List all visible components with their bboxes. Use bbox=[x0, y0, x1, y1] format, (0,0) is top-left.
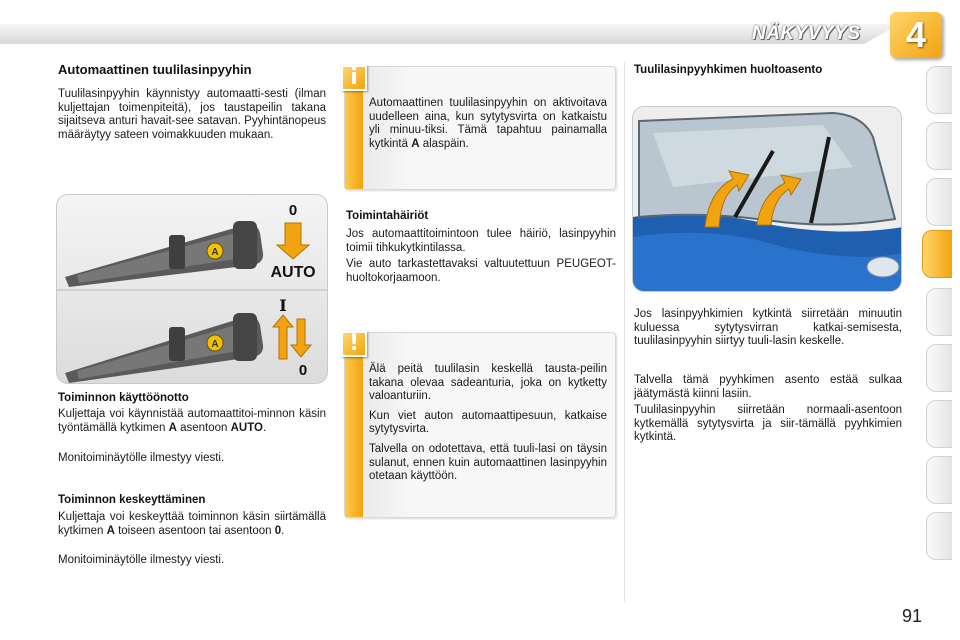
chapter-tab-8[interactable] bbox=[926, 456, 952, 504]
warning-text-1: Älä peitä tuulilasin keskellä tausta-peilin takana olevaa sadeanturia, joka on kytketty valoanturiin. bbox=[369, 363, 607, 403]
service-text-1: Jos lasinpyyhkimien kytkintä siirretään minuutin kuluessa sytytysvirran katkai-semisesta, tuulilasinpyyhin siirtyy tuuli-lasin keskelle. bbox=[634, 308, 902, 348]
chapter-tab-4-active[interactable] bbox=[922, 230, 952, 278]
stalk-top-auto-label: AUTO bbox=[270, 264, 316, 281]
headlight bbox=[867, 257, 899, 277]
activation-message-text: Monitoiminäytölle ilmestyy viesti. bbox=[58, 452, 225, 464]
warning-icon: ! bbox=[341, 331, 367, 357]
activation-heading: Toiminnon käyttöönotto bbox=[58, 392, 189, 404]
fault-text-1: Jos automaattitoimintoon tulee häiriö, lasinpyyhin toimii tihkukytkintilassa. bbox=[346, 228, 616, 254]
windscreen-svg bbox=[633, 107, 902, 292]
stalk-top-position-label: 0 bbox=[288, 202, 298, 219]
chapter-tab-3[interactable] bbox=[926, 178, 952, 226]
page-number: 91 bbox=[902, 606, 923, 626]
stalk-top-button-label: A bbox=[211, 247, 219, 258]
wiper-stalk-svg bbox=[57, 195, 328, 384]
info-note-text: Automaattinen tuulilasinpyyhin on aktivoitava uudelleen aina, kun sytytysvirta on katkaistu yli minuu-tiksi. Tämä tapahtuu painamalla kytkintä A alaspäin. bbox=[369, 97, 607, 150]
warning-text-2: Kun viet auton automaattipesuun, katkaise sytytysvirta. bbox=[369, 409, 607, 436]
activation-text: Kuljettaja voi käynnistää automaattitoi-minnon käsin työntämällä kytkimen A asentoon AUTO. bbox=[58, 408, 326, 434]
stalk-bottom-position-up-label: I bbox=[279, 296, 287, 315]
chapter-tab-5[interactable] bbox=[926, 288, 952, 336]
info-note bbox=[344, 66, 616, 190]
service-position-heading: Tuulilasinpyyhkimen huoltoasento bbox=[634, 64, 823, 76]
wiper-stalk-illustration bbox=[56, 194, 328, 384]
chapter-tab-9[interactable] bbox=[926, 512, 952, 560]
warning-note-bar bbox=[345, 353, 363, 517]
deactivation-text: Kuljettaja voi keskeyttää toiminnon käsin siirtämällä kytkimen A toiseen asentoon tai asentoon 0. bbox=[58, 511, 326, 537]
warning-text-3: Talvella on odotettava, että tuuli-lasi on täysin sulanut, ennen kuin automaattinen lasinpyyhin otetaan käyttöön. bbox=[369, 442, 607, 483]
stalk-bottom-position-down-label: 0 bbox=[298, 362, 308, 379]
info-icon: i bbox=[341, 65, 367, 91]
fault-heading: Toimintahäiriöt bbox=[346, 210, 429, 222]
deactivation-heading: Toiminnon keskeyttäminen bbox=[58, 494, 206, 506]
stalk-top bbox=[65, 221, 263, 287]
deactivation-message-text: Monitoiminäytölle ilmestyy viesti. bbox=[58, 554, 225, 566]
fault-text-2: Vie auto tarkastettavaksi valtuutettuun PEUGEOT-huoltokorjaamoon. bbox=[346, 258, 616, 284]
stalk-bottom bbox=[65, 313, 263, 383]
chapter-header bbox=[0, 8, 960, 55]
up-down-arrows-icon bbox=[273, 315, 311, 359]
stalk-bottom-button-label: A bbox=[211, 339, 219, 350]
chapter-tab-1[interactable] bbox=[926, 66, 952, 114]
info-note-bar bbox=[345, 87, 363, 189]
chapter-tab-2[interactable] bbox=[926, 122, 952, 170]
chapter-tabs bbox=[926, 66, 952, 576]
chapter-tab-7[interactable] bbox=[926, 400, 952, 448]
service-text-2: Talvella tämä pyyhkimen asento estää sulkaa jäätymästä kiinni lasiin. bbox=[634, 374, 902, 400]
warning-note-text bbox=[369, 363, 607, 490]
section-title: Automaattinen tuulilasinpyyhin bbox=[58, 62, 252, 77]
chapter-number-badge: 4 bbox=[890, 12, 942, 58]
downward-arrow-icon bbox=[277, 223, 309, 259]
service-text-3: Tuulilasinpyyhin siirretään normaali-asentoon kytkemällä sytytysvirta ja siir-tämällä pyyhkimien kytkintä. bbox=[634, 404, 902, 444]
intro-text: Tuulilasinpyyhin käynnistyy automaatti-sesti (ilman kuljettajan toimenpiteitä), jos taustapeilin takana sijaitseva anturi havait-see satavan. Pyyhintänopeus määräytyy sateen voimakkuuden mukaan. bbox=[58, 88, 326, 141]
warning-note bbox=[344, 332, 616, 518]
chapter-tab-6[interactable] bbox=[926, 344, 952, 392]
column-divider bbox=[624, 62, 625, 602]
chapter-title: NÄKYVYYS bbox=[752, 23, 861, 44]
windscreen-illustration bbox=[632, 106, 902, 292]
